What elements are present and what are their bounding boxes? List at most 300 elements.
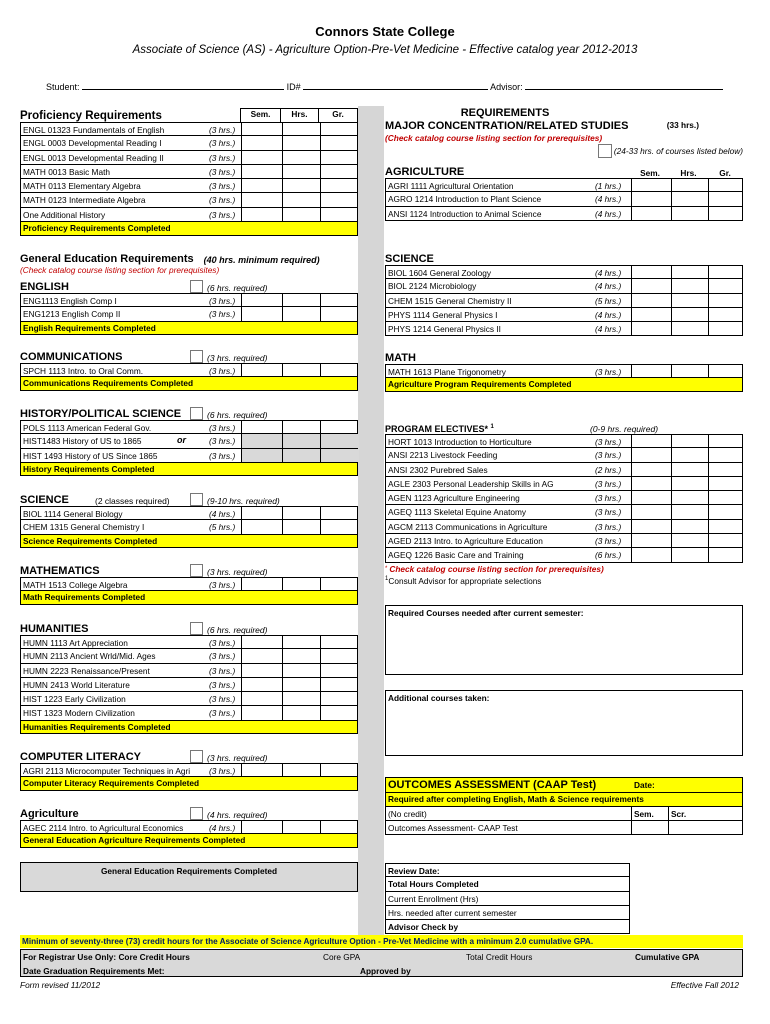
course-hours: (3 hrs.) xyxy=(595,478,622,489)
course-hours: (3 hrs.) xyxy=(209,651,236,662)
section-req: (9-10 hrs. required) xyxy=(207,496,280,506)
course-row[interactable] xyxy=(385,178,743,192)
course-hours: (3 hrs.) xyxy=(209,450,236,461)
course-hours: (3 hrs.) xyxy=(209,694,236,705)
grade-cell-1[interactable] xyxy=(282,678,320,691)
course-row[interactable] xyxy=(385,279,743,293)
grade-cell-0[interactable] xyxy=(241,364,282,376)
course-name: AGEQ 1113 Skeletal Equine Anatomy xyxy=(388,507,527,518)
grade-cell-2[interactable] xyxy=(320,520,359,533)
course-row[interactable] xyxy=(385,463,743,477)
footer xyxy=(20,980,743,990)
grade-cell-0[interactable] xyxy=(241,136,282,149)
course-row[interactable] xyxy=(20,664,358,678)
grade-cell-1[interactable] xyxy=(282,179,320,192)
course-hours: (3 hrs.) xyxy=(209,296,236,306)
electives-consult: Consult Advisor for appropriate selections xyxy=(388,575,542,586)
grade-cell-0[interactable] xyxy=(631,179,671,191)
grade-cell-2[interactable] xyxy=(320,434,359,447)
course-row[interactable] xyxy=(385,548,743,562)
grade-cell-0[interactable] xyxy=(631,463,671,476)
grade-cell-2[interactable] xyxy=(320,179,359,192)
section-header xyxy=(20,805,358,820)
col-gr: Gr. xyxy=(319,108,358,122)
electives-req: (0-9 hrs. required) xyxy=(590,424,659,434)
grade-cell-1[interactable] xyxy=(282,664,320,677)
grade-cell-2[interactable] xyxy=(320,821,359,833)
needed-section xyxy=(385,605,743,675)
grade-cell-1[interactable] xyxy=(671,192,708,205)
grade-cell-2[interactable] xyxy=(320,151,359,164)
section-completed[interactable]: Math Requirements Completed xyxy=(20,591,358,605)
grade-cell-2[interactable] xyxy=(708,463,744,476)
grade-cell-0[interactable] xyxy=(241,193,282,206)
section-checkbox[interactable] xyxy=(190,280,203,293)
grade-cell-1[interactable] xyxy=(282,307,320,320)
course-hours: (3 hrs.) xyxy=(209,209,236,220)
course-row[interactable] xyxy=(20,820,358,834)
agri-col-sem: Sem. xyxy=(640,168,660,178)
grade-cell-0[interactable] xyxy=(631,520,671,533)
comp-section xyxy=(20,748,358,791)
grade-cell-1[interactable] xyxy=(671,463,708,476)
grade-cell-2[interactable] xyxy=(708,294,744,307)
grade-cell-2[interactable] xyxy=(320,193,359,206)
grade-cell-2[interactable] xyxy=(320,678,359,691)
course-row[interactable] xyxy=(20,635,358,649)
grade-cell-0[interactable] xyxy=(241,421,282,433)
course-row[interactable] xyxy=(385,520,743,534)
grade-cell-1[interactable] xyxy=(282,294,320,306)
grade-cell-2[interactable] xyxy=(320,136,359,149)
grade-cell-2[interactable] xyxy=(320,636,359,648)
grade-cell-1[interactable] xyxy=(671,534,708,547)
section-completed[interactable]: Computer Literacy Requirements Completed xyxy=(20,777,358,791)
section-completed[interactable]: English Requirements Completed xyxy=(20,322,358,336)
course-row[interactable] xyxy=(20,122,358,136)
course-name: HIST 1493 History of US Since 1865 xyxy=(23,450,158,461)
grade-cell-0[interactable] xyxy=(241,307,282,320)
section-completed[interactable]: Humanities Requirements Completed xyxy=(20,721,358,735)
course-hours: (3 hrs.) xyxy=(209,166,236,177)
grade-cell-0[interactable] xyxy=(241,578,282,590)
caap-scr: Scr. xyxy=(668,807,710,820)
grade-cell-0[interactable] xyxy=(241,123,282,135)
review-row[interactable] xyxy=(385,920,630,934)
grade-cell-1[interactable] xyxy=(671,477,708,490)
grade-cell-0[interactable] xyxy=(631,308,671,321)
course-name: ENG1113 English Comp I xyxy=(23,296,117,306)
grade-cell-0[interactable] xyxy=(241,179,282,192)
course-name: ANSI 2213 Livestock Feeding xyxy=(388,450,498,461)
caap-scr-cell[interactable] xyxy=(668,821,710,834)
grade-cell-0[interactable] xyxy=(241,151,282,164)
course-row[interactable] xyxy=(20,692,358,706)
review-row[interactable] xyxy=(385,906,630,920)
hum-section xyxy=(20,620,358,734)
section-title: HUMANITIES xyxy=(20,623,89,635)
course-row[interactable] xyxy=(385,477,743,491)
course-row[interactable] xyxy=(385,308,743,322)
grade-cell-1[interactable] xyxy=(671,365,708,377)
major-listed: (24-33 hrs. of courses listed below) xyxy=(613,145,743,156)
registrar-grad: Date Graduation Requirements Met: xyxy=(23,966,165,976)
grade-cell-2[interactable] xyxy=(320,364,359,376)
grade-cell-1[interactable] xyxy=(282,821,320,833)
grade-cell-1[interactable] xyxy=(671,179,708,191)
grade-cell-2[interactable] xyxy=(708,505,744,518)
course-name: AGEQ 1226 Basic Care and Training xyxy=(388,550,524,561)
course-hours: (3 hrs.) xyxy=(209,138,236,149)
course-name: AGRO 1214 Introduction to Plant Science xyxy=(388,194,542,205)
grade-cell-1[interactable] xyxy=(282,706,320,719)
grade-cell-1[interactable] xyxy=(282,151,320,164)
course-hours: (3 hrs.) xyxy=(209,708,236,719)
course-row[interactable] xyxy=(20,449,358,463)
grade-cell-1[interactable] xyxy=(282,636,320,648)
grade-cell-2[interactable] xyxy=(320,165,359,178)
course-hours: (1 hrs.) xyxy=(595,181,622,191)
course-row[interactable] xyxy=(385,322,743,336)
course-name: MATH 0113 Elementary Algebra xyxy=(23,181,141,192)
grade-cell-1[interactable] xyxy=(671,448,708,461)
course-name: HIST1483 History of US to 1865 xyxy=(23,436,142,447)
grade-cell-0[interactable] xyxy=(631,365,671,377)
review-row[interactable] xyxy=(385,892,630,906)
grade-cell-0[interactable] xyxy=(241,636,282,648)
course-row[interactable] xyxy=(385,505,743,519)
column-divider xyxy=(358,106,384,936)
course-name: AGLE 2303 Personal Leadership Skills in AG xyxy=(388,478,554,489)
grade-cell-2[interactable] xyxy=(320,692,359,705)
grade-cell-2[interactable] xyxy=(320,664,359,677)
course-hours: (3 hrs.) xyxy=(595,450,622,461)
footer-right: Effective Fall 2012 xyxy=(670,980,739,990)
grade-cell-1[interactable] xyxy=(671,548,708,561)
grade-cell-2[interactable] xyxy=(708,520,744,533)
id-field[interactable] xyxy=(303,80,488,90)
advisor-field[interactable] xyxy=(525,80,723,90)
additional-section xyxy=(385,690,743,756)
section-checkbox[interactable] xyxy=(190,407,203,420)
major-hrs: (33 hrs.) xyxy=(666,120,699,130)
grade-cell-0[interactable] xyxy=(631,207,671,220)
grade-cell-2[interactable] xyxy=(708,365,744,377)
grade-cell-2[interactable] xyxy=(708,266,744,278)
caap-nocredit: (No credit) xyxy=(388,808,427,819)
course-row[interactable] xyxy=(20,577,358,591)
grade-cell-0[interactable] xyxy=(241,692,282,705)
review-row[interactable] xyxy=(385,863,630,877)
section-checkbox[interactable] xyxy=(190,350,203,363)
grade-cell-2[interactable] xyxy=(320,208,359,221)
course-hours: (3 hrs.) xyxy=(595,493,622,504)
course-hours: (3 hrs.) xyxy=(209,580,236,590)
course-name: ENGL 0003 Developmental Reading I xyxy=(23,138,162,149)
page-subtitle: Associate of Science (AS) - Agriculture Option-Pre-Vet Medicine - Effective catalog year 2012-2013 xyxy=(132,44,638,56)
grade-cell-0[interactable] xyxy=(241,664,282,677)
section-sub: (2 classes required) xyxy=(95,496,170,506)
section-header xyxy=(20,405,358,420)
grade-cell-1[interactable] xyxy=(282,449,320,462)
caap-title: OUTCOMES ASSESSMENT (CAAP Test) xyxy=(388,779,597,791)
course-row[interactable] xyxy=(20,706,358,720)
gened-req: (40 hrs. minimum required) xyxy=(203,255,320,265)
grade-cell-1[interactable] xyxy=(671,322,708,335)
course-name: HIST 1223 Early Civilization xyxy=(23,694,126,705)
course-row[interactable] xyxy=(385,364,743,378)
section-checkbox[interactable] xyxy=(190,750,203,763)
grade-cell-1[interactable] xyxy=(671,520,708,533)
grade-cell-1[interactable] xyxy=(671,308,708,321)
course-row[interactable] xyxy=(20,763,358,777)
course-row[interactable] xyxy=(20,678,358,692)
grade-cell-2[interactable] xyxy=(708,322,744,335)
grade-cell-0[interactable] xyxy=(241,294,282,306)
course-row[interactable] xyxy=(385,207,743,221)
course-name: MATH 1613 Plane Trigonometry xyxy=(388,367,506,377)
caap-date[interactable]: Date: xyxy=(634,780,655,790)
review-row[interactable] xyxy=(385,877,630,891)
course-row[interactable] xyxy=(20,293,358,307)
needed-box[interactable] xyxy=(385,605,743,675)
gened-completed[interactable]: General Education Requirements Completed xyxy=(20,862,358,892)
section-checkbox[interactable] xyxy=(190,564,203,577)
grade-cell-0[interactable] xyxy=(241,678,282,691)
grade-cell-0[interactable] xyxy=(241,706,282,719)
course-hours: (3 hrs.) xyxy=(595,507,622,518)
grade-cell-2[interactable] xyxy=(708,448,744,461)
course-hours: (4 hrs.) xyxy=(595,281,622,292)
section-completed[interactable]: Science Requirements Completed xyxy=(20,535,358,549)
proficiency-completed[interactable]: Proficiency Requirements Completed xyxy=(20,222,358,236)
course-name: BIOL 1114 General Biology xyxy=(23,509,123,519)
grade-cell-2[interactable] xyxy=(320,123,359,135)
grade-cell-2[interactable] xyxy=(708,279,744,292)
section-req: (6 hrs. required) xyxy=(207,625,268,635)
grade-cell-2[interactable] xyxy=(708,477,744,490)
course-row[interactable] xyxy=(20,179,358,193)
caap-label: Outcomes Assessment- CAAP Test xyxy=(388,822,518,833)
grade-cell-0[interactable] xyxy=(631,192,671,205)
grade-cell-2[interactable] xyxy=(320,294,359,306)
grade-cell-1[interactable] xyxy=(282,165,320,178)
major-checkbox[interactable] xyxy=(598,144,612,158)
grade-cell-1[interactable] xyxy=(282,507,320,519)
grade-cell-0[interactable] xyxy=(631,505,671,518)
grade-cell-0[interactable] xyxy=(241,208,282,221)
electives-title: PROGRAM ELECTIVES* xyxy=(385,424,489,434)
grade-cell-0[interactable] xyxy=(631,534,671,547)
grade-cell-2[interactable] xyxy=(708,179,744,191)
grade-cell-2[interactable] xyxy=(708,207,744,220)
grade-cell-2[interactable] xyxy=(320,649,359,662)
grade-cell-1[interactable] xyxy=(282,692,320,705)
grade-cell-1[interactable] xyxy=(671,294,708,307)
course-hours: (3 hrs.) xyxy=(209,195,236,206)
course-name: MATH 1513 College Algebra xyxy=(23,580,128,590)
course-row[interactable] xyxy=(20,151,358,165)
course-name: AGRI 2113 Microcomputer Techniques in Agri xyxy=(23,766,191,776)
grade-cell-0[interactable] xyxy=(631,448,671,461)
requirements-header xyxy=(385,107,743,158)
agri-program-completed[interactable]: Agriculture Program Requirements Completed xyxy=(385,378,743,392)
course-row[interactable] xyxy=(20,136,358,150)
course-name: AGEC 2114 Intro. to Agricultural Economics xyxy=(23,823,184,833)
course-row[interactable] xyxy=(385,265,743,279)
course-name: HUMN 1113 Art Appreciation xyxy=(23,638,128,648)
grade-cell-1[interactable] xyxy=(671,505,708,518)
grade-cell-1[interactable] xyxy=(671,279,708,292)
grade-cell-0[interactable] xyxy=(631,279,671,292)
grade-cell-2[interactable] xyxy=(708,308,744,321)
grade-cell-2[interactable] xyxy=(320,421,359,433)
grade-cell-2[interactable] xyxy=(708,491,744,504)
grade-cell-0[interactable] xyxy=(631,477,671,490)
course-hours: (5 hrs.) xyxy=(595,295,622,306)
section-checkbox[interactable] xyxy=(190,493,203,506)
grade-cell-0[interactable] xyxy=(241,649,282,662)
grade-cell-2[interactable] xyxy=(708,548,744,561)
course-row[interactable] xyxy=(385,434,743,448)
grade-cell-2[interactable] xyxy=(320,307,359,320)
grade-cell-0[interactable] xyxy=(241,520,282,533)
grade-cell-0[interactable] xyxy=(631,548,671,561)
grade-cell-0[interactable] xyxy=(241,821,282,833)
course-row[interactable] xyxy=(20,434,358,448)
course-row[interactable] xyxy=(385,192,743,206)
grade-cell-2[interactable] xyxy=(320,578,359,590)
grade-cell-2[interactable] xyxy=(708,192,744,205)
additional-box[interactable] xyxy=(385,690,743,756)
course-hours: (3 hrs.) xyxy=(209,125,236,135)
course-name: ENG1213 English Comp II xyxy=(23,309,121,320)
lscience-section xyxy=(20,491,358,548)
course-hours: (4 hrs.) xyxy=(595,208,622,219)
grade-cell-1[interactable] xyxy=(282,193,320,206)
grade-cell-0[interactable] xyxy=(241,434,282,447)
course-hours: (3 hrs.) xyxy=(209,181,236,192)
agri-section xyxy=(385,164,743,221)
course-row[interactable] xyxy=(20,193,358,207)
electives-consult-mark: 1 xyxy=(385,575,389,582)
registrar-cum-gpa: Cumulative GPA xyxy=(635,952,700,962)
history-section xyxy=(20,405,358,476)
course-row[interactable] xyxy=(20,420,358,434)
course-row[interactable] xyxy=(20,649,358,663)
section-completed[interactable]: History Requirements Completed xyxy=(20,463,358,477)
grade-cell-1[interactable] xyxy=(282,208,320,221)
course-hours: (3 hrs.) xyxy=(209,366,236,376)
course-hours: (3 hrs.) xyxy=(209,766,236,776)
grade-cell-2[interactable] xyxy=(708,435,744,447)
grade-cell-1[interactable] xyxy=(282,364,320,376)
section-req: (6 hrs. required) xyxy=(207,410,268,420)
section-checkbox[interactable] xyxy=(190,622,203,635)
section-header xyxy=(20,348,358,363)
course-row[interactable] xyxy=(20,363,358,377)
course-hours: (6 hrs.) xyxy=(595,550,622,561)
course-name: PHYS 1214 General Physics II xyxy=(388,324,501,335)
grade-cell-2[interactable] xyxy=(320,706,359,719)
course-row[interactable] xyxy=(20,520,358,534)
section-completed[interactable]: Communications Requirements Completed xyxy=(20,377,358,391)
grade-cell-1[interactable] xyxy=(671,266,708,278)
grade-cell-0[interactable] xyxy=(631,322,671,335)
course-name: BIOL 2124 Microbiology xyxy=(388,281,477,292)
grade-cell-0[interactable] xyxy=(631,266,671,278)
grade-cell-0[interactable] xyxy=(241,165,282,178)
student-field[interactable] xyxy=(82,80,284,90)
course-hours: (4 hrs.) xyxy=(595,324,622,335)
grade-cell-1[interactable] xyxy=(282,764,320,776)
course-name: HORT 1013 Introduction to Horticulture xyxy=(388,437,532,447)
grade-cell-0[interactable] xyxy=(241,507,282,519)
grade-cell-0[interactable] xyxy=(241,449,282,462)
electives-sup: 1 xyxy=(490,424,494,430)
grade-cell-1[interactable] xyxy=(282,520,320,533)
grade-cell-2[interactable] xyxy=(320,507,359,519)
grade-cell-1[interactable] xyxy=(282,136,320,149)
section-header xyxy=(20,278,358,293)
grade-cell-1[interactable] xyxy=(671,435,708,447)
course-name: MATH 0123 Intermediate Algebra xyxy=(23,195,146,206)
grade-cell-2[interactable] xyxy=(320,764,359,776)
grade-cell-0[interactable] xyxy=(631,491,671,504)
caap-sem-cell[interactable] xyxy=(631,821,668,834)
grade-cell-2[interactable] xyxy=(708,534,744,547)
course-row[interactable] xyxy=(20,506,358,520)
course-row[interactable] xyxy=(20,165,358,179)
course-name: HIST 1323 Modern Civilization xyxy=(23,708,135,719)
grade-cell-0[interactable] xyxy=(631,435,671,447)
grade-cell-1[interactable] xyxy=(282,421,320,433)
course-hours: (3 hrs.) xyxy=(209,423,236,433)
section-checkbox[interactable] xyxy=(190,807,203,820)
registrar-approved: Approved by xyxy=(360,966,411,976)
course-name: One Additional History xyxy=(23,209,106,220)
course-row[interactable] xyxy=(385,294,743,308)
grade-cell-1[interactable] xyxy=(671,207,708,220)
grade-cell-1[interactable] xyxy=(282,649,320,662)
grade-cell-0[interactable] xyxy=(631,294,671,307)
needed-label: Required Courses needed after current semester: xyxy=(388,608,584,618)
grade-cell-2[interactable] xyxy=(320,449,359,462)
course-row[interactable] xyxy=(385,534,743,548)
course-name: HUMN 2413 World Literature xyxy=(23,679,130,690)
registrar-total: Total Credit Hours xyxy=(466,952,533,962)
course-row[interactable] xyxy=(20,307,358,321)
course-row[interactable] xyxy=(385,448,743,462)
grade-cell-1[interactable] xyxy=(282,578,320,590)
grade-cell-1[interactable] xyxy=(282,123,320,135)
grade-cell-1[interactable] xyxy=(282,434,320,447)
course-hours: (4 hrs.) xyxy=(595,309,622,320)
section-completed[interactable]: General Education Agriculture Requirements Completed xyxy=(20,834,358,848)
course-name: AGEN 1123 Agriculture Engineering xyxy=(388,493,520,504)
course-row[interactable] xyxy=(20,208,358,222)
section-req: (3 hrs. required) xyxy=(207,753,268,763)
grade-cell-1[interactable] xyxy=(671,491,708,504)
grade-cell-0[interactable] xyxy=(241,764,282,776)
course-hours: (3 hrs.) xyxy=(595,367,622,377)
review-label: Advisor Check by xyxy=(388,922,459,933)
course-hours: (3 hrs.) xyxy=(209,638,236,648)
lmath-section xyxy=(20,562,358,605)
agri-col-hrs: Hrs. xyxy=(680,168,697,178)
course-row[interactable] xyxy=(385,491,743,505)
course-hours: (4 hrs.) xyxy=(595,194,622,205)
